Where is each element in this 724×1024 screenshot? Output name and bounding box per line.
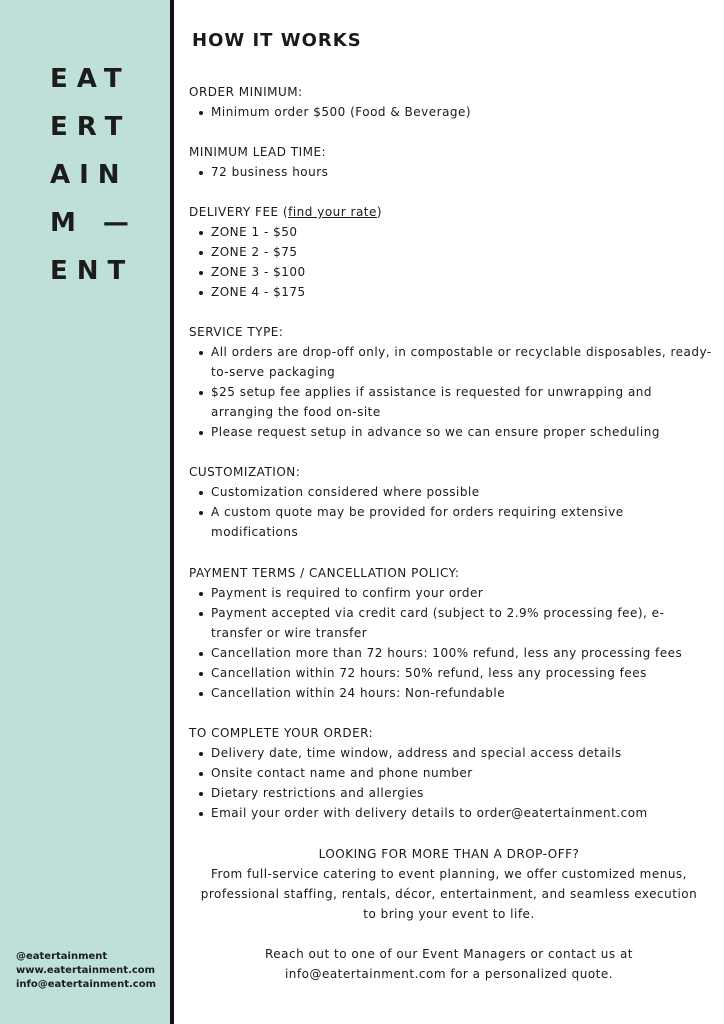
list-item: Cancellation within 24 hours: Non-refundable: [189, 683, 714, 703]
delivery-fee-section: [189, 202, 714, 302]
list-item: ZONE 3 - $100: [189, 262, 714, 282]
more-section: [189, 844, 709, 924]
list-item: $25 setup fee applies if assistance is requested for unwrapping and arranging the food on-site: [189, 382, 714, 422]
list-item: Cancellation more than 72 hours: 100% refund, less any processing fees: [189, 643, 714, 663]
list-item: Dietary restrictions and allergies: [189, 783, 714, 803]
text-line: Reach out to one of our Event Managers or contact us at: [265, 947, 633, 961]
list-item: Payment is required to confirm your order: [189, 583, 714, 603]
logo-line: AIN: [50, 160, 129, 190]
email-link[interactable]: info@eatertainment.com: [16, 979, 156, 990]
list-item: Onsite contact name and phone number: [189, 763, 714, 783]
list-item: ZONE 2 - $75: [189, 242, 714, 262]
contact-section: [189, 944, 709, 984]
social-handle[interactable]: @eatertainment: [16, 951, 108, 962]
list-item: Payment accepted via credit card (subject to 2.9% processing fee), e-transfer or wire transfer: [189, 603, 714, 643]
heading-prefix: DELIVERY FEE (: [189, 205, 289, 219]
list-item: ZONE 1 - $50: [189, 222, 714, 242]
text-line: From full-service catering to event planning, we offer customized menus,: [211, 867, 687, 881]
service-type-section: [189, 322, 714, 442]
complete-order-section: [189, 723, 714, 823]
section-heading: [189, 202, 714, 222]
sidebar-divider: [170, 0, 174, 1024]
heading-suffix: ): [376, 205, 383, 219]
text-line: info@eatertainment.com for a personalized quote.: [284, 967, 614, 981]
list-item: Minimum order $500 (Food & Beverage): [189, 102, 714, 122]
section-heading: ORDER MINIMUM:: [189, 85, 303, 99]
list-item: A custom quote may be provided for orders requiring extensive modifications: [189, 502, 714, 542]
text-line: professional staffing, rentals, décor, entertainment, and seamless execution: [200, 887, 698, 901]
customization-section: [189, 462, 714, 542]
sidebar-contact: [16, 950, 156, 992]
section-heading: LOOKING FOR MORE THAN A DROP-OFF?: [318, 847, 580, 861]
section-heading: MINIMUM LEAD TIME:: [189, 145, 327, 159]
order-minimum-section: [189, 82, 714, 122]
website-link[interactable]: www.eatertainment.com: [16, 965, 156, 976]
list-item: All orders are drop-off only, in compostable or recyclable disposables, ready-to-serve packaging: [189, 342, 714, 382]
logo-line: EAT: [50, 64, 131, 94]
find-rate-link[interactable]: find your rate: [288, 205, 377, 219]
section-heading: TO COMPLETE YOUR ORDER:: [189, 726, 374, 740]
sidebar: [0, 0, 170, 1024]
lead-time-section: [189, 142, 714, 182]
list-item: Please request setup in advance so we can ensure proper scheduling: [189, 422, 714, 442]
brand-logo: [50, 64, 138, 304]
section-heading: SERVICE TYPE:: [189, 325, 284, 339]
section-heading: PAYMENT TERMS / CANCELLATION POLICY:: [189, 566, 460, 580]
list-item: Delivery date, time window, address and special access details: [189, 743, 714, 763]
payment-section: [189, 563, 714, 703]
list-item: 72 business hours: [189, 162, 714, 182]
list-item: Cancellation within 72 hours: 50% refund, less any processing fees: [189, 663, 714, 683]
logo-line: M —: [50, 208, 138, 238]
list-item: Customization considered where possible: [189, 482, 714, 502]
page-title: HOW IT WORKS: [192, 30, 362, 51]
logo-line: ENT: [50, 256, 135, 286]
list-item: Email your order with delivery details to order@eatertainment.com: [189, 803, 714, 823]
text-line: to bring your event to life.: [363, 907, 535, 921]
logo-line: ERT: [50, 112, 132, 142]
list-item: ZONE 4 - $175: [189, 282, 714, 302]
section-heading: CUSTOMIZATION:: [189, 465, 301, 479]
